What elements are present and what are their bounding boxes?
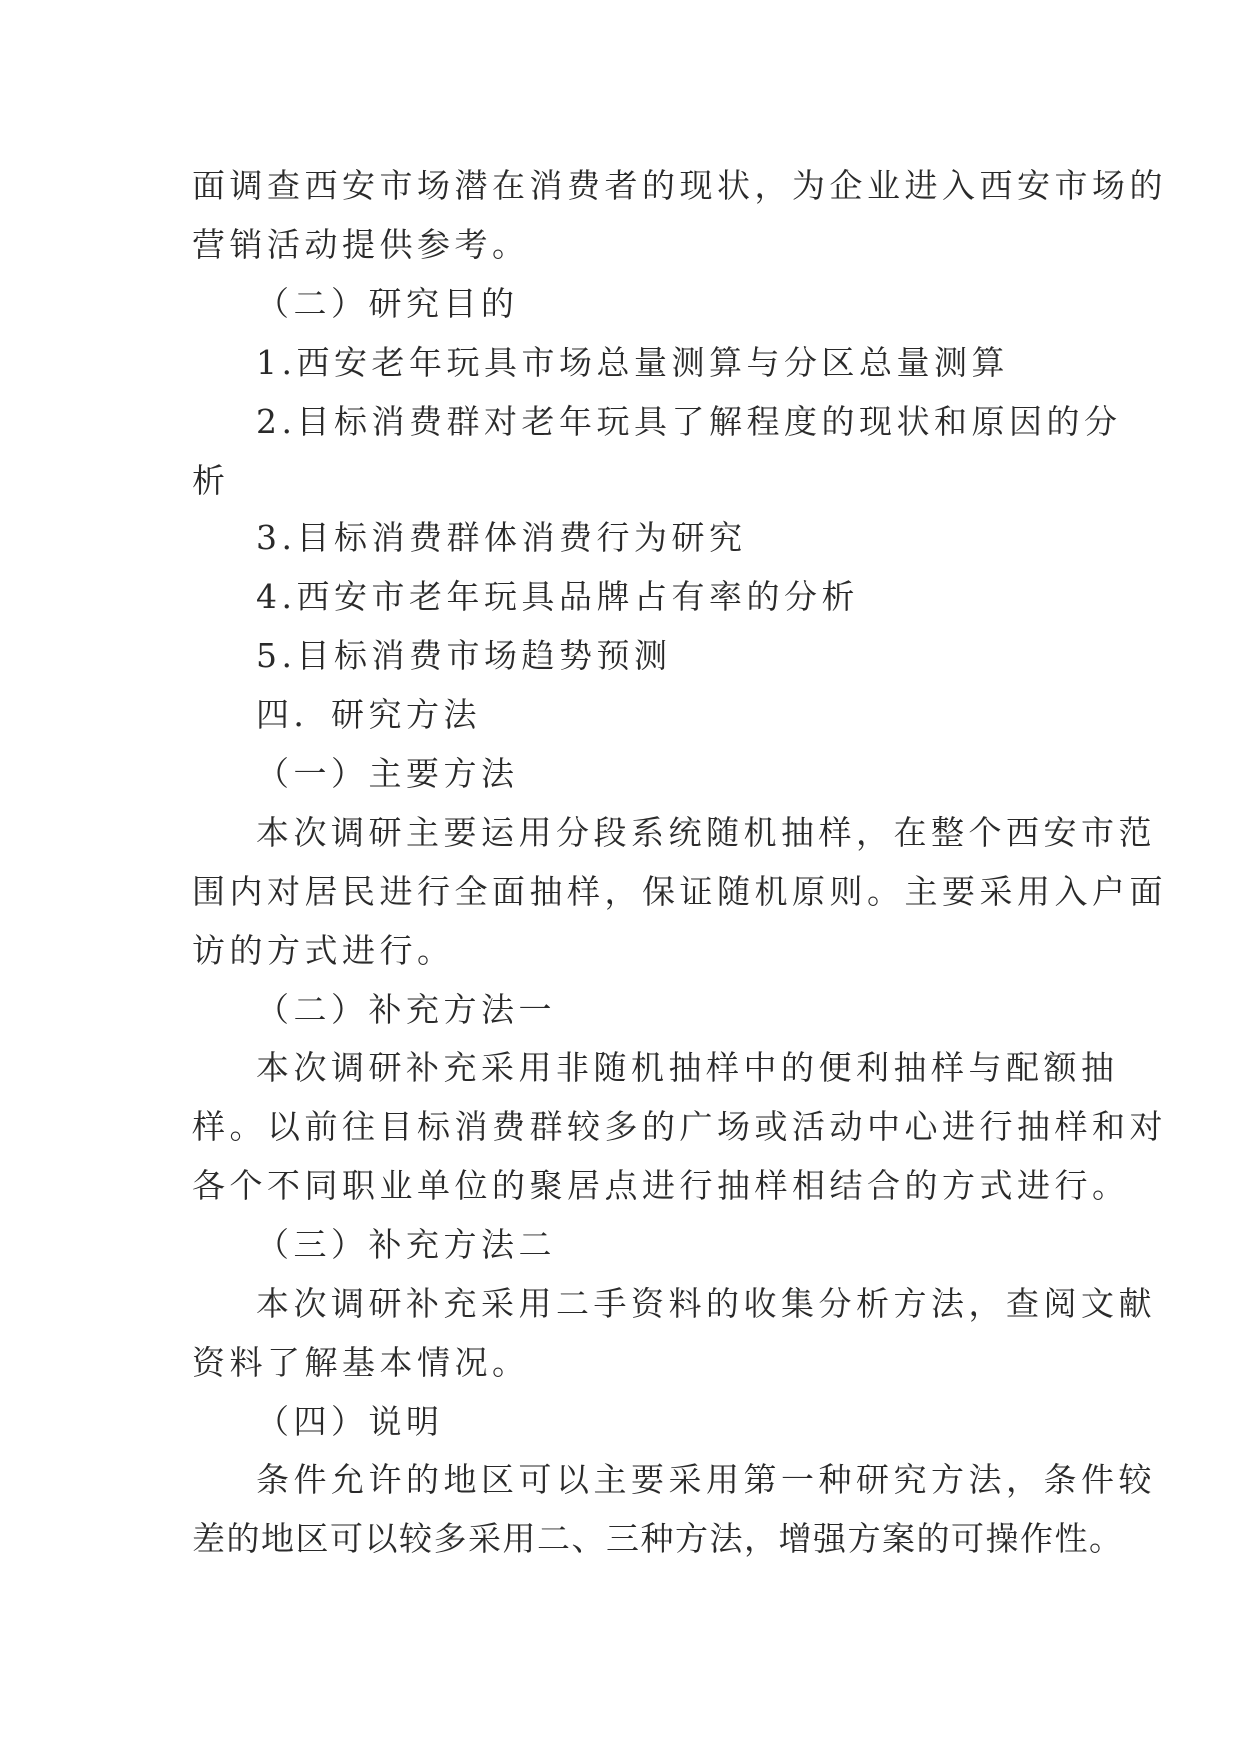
paragraph-line: 访的方式进行。 <box>192 931 455 970</box>
subsection-heading-supplementary-method-two: （三）补充方法二 <box>256 1225 556 1264</box>
paragraph-line: 本次调研补充采用非随机抽样中的便利抽样与配额抽 <box>256 1048 1119 1087</box>
subsection-heading-supplementary-method-one: （二）补充方法一 <box>256 990 556 1029</box>
paragraph-line: 营销活动提供参考。 <box>192 225 530 264</box>
paragraph-line: 各个不同职业单位的聚居点进行抽样相结合的方式进行。 <box>192 1166 1130 1205</box>
list-item: 3.目标消费群体消费行为研究 <box>256 518 747 557</box>
list-item: 5.目标消费市场趋势预测 <box>256 636 672 675</box>
paragraph-line: 本次调研补充采用二手资料的收集分析方法，查阅文献 <box>256 1284 1156 1323</box>
paragraph-line: 面调查西安市场潜在消费者的现状，为企业进入西安市场的 <box>192 166 1167 205</box>
section-heading-research-methods: 四．研究方法 <box>256 695 481 734</box>
subsection-heading-main-method: （一）主要方法 <box>256 754 519 793</box>
list-item-continuation: 析 <box>192 461 230 500</box>
paragraph-line: 条件允许的地区可以主要采用第一种研究方法，条件较 <box>256 1460 1156 1499</box>
section-heading-research-purpose: （二）研究目的 <box>256 284 519 323</box>
paragraph-line: 样。以前往目标消费群较多的广场或活动中心进行抽样和对 <box>192 1107 1167 1146</box>
list-item: 2.目标消费群对老年玩具了解程度的现状和原因的分 <box>256 402 1122 441</box>
paragraph-line: 本次调研主要运用分段系统随机抽样，在整个西安市范 <box>256 813 1156 852</box>
paragraph-line: 资料了解基本情况。 <box>192 1343 530 1382</box>
paragraph-line: 围内对居民进行全面抽样，保证随机原则。主要采用入户面 <box>192 872 1167 911</box>
list-item: 4.西安市老年玩具品牌占有率的分析 <box>256 577 859 616</box>
list-item: 1.西安老年玩具市场总量测算与分区总量测算 <box>256 343 1009 382</box>
subsection-heading-notes: （四）说明 <box>256 1402 444 1441</box>
paragraph-line: 差的地区可以较多采用二、三种方法，增强方案的可操作性。 <box>192 1519 1124 1558</box>
